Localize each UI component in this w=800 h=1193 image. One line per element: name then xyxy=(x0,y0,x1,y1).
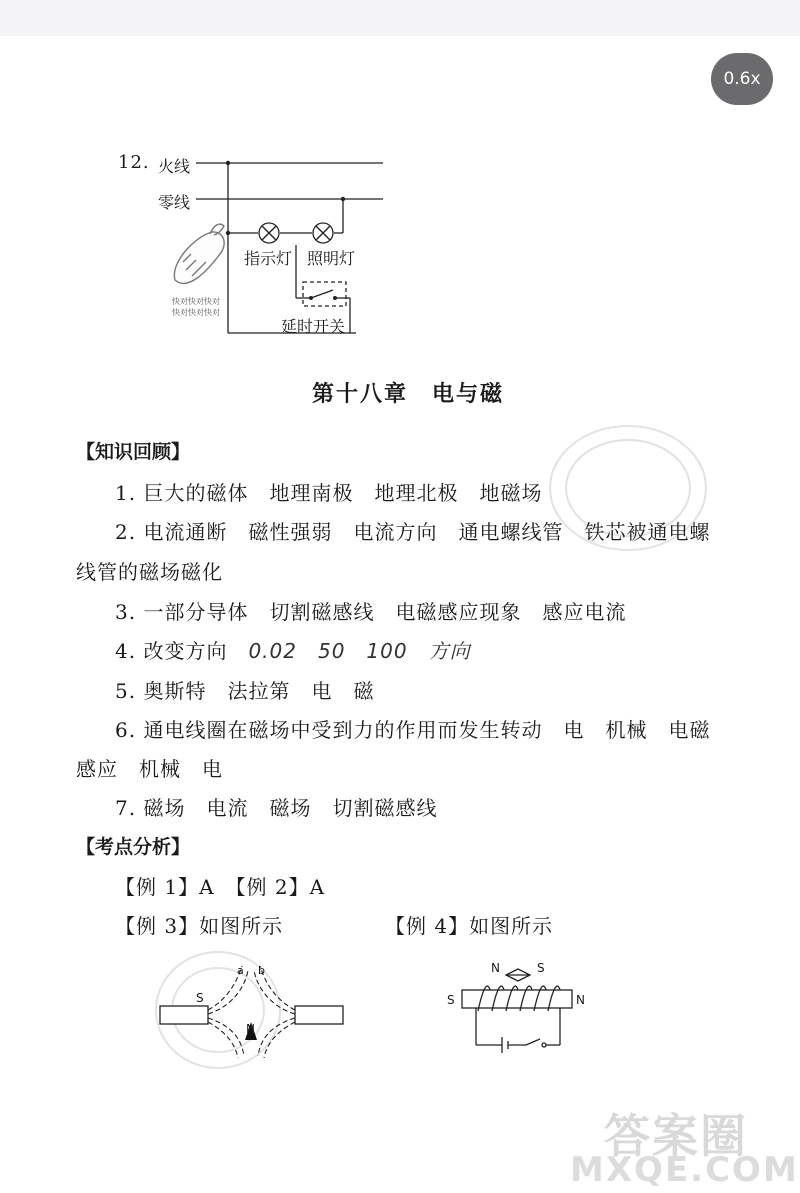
watermark-site: MXQE.COM xyxy=(570,1150,799,1190)
fig4-label-n-right: N xyxy=(576,993,585,1007)
example-4-label: 【例 4】如图所示 xyxy=(385,914,554,938)
review-item-7: 7. 磁场 电流 磁场 切割磁感线 xyxy=(115,796,438,820)
fig4-label-s-left: S xyxy=(447,993,455,1007)
field-line xyxy=(264,1022,295,1058)
lighting-lamp-label: 照明灯 xyxy=(307,249,356,268)
switch-lever xyxy=(526,1039,540,1045)
review-item-2: 2. 电流通断 磁性强弱 电流方向 通电螺线管 铁芯被通电螺 xyxy=(115,520,711,544)
review-item-2-cont: 线管的磁场磁化 xyxy=(76,560,223,584)
right-magnet xyxy=(295,1006,343,1024)
knowledge-review-heading: 【知识回顾】 xyxy=(76,441,191,463)
field-line xyxy=(208,1018,244,1056)
fig4-label-n-top: N xyxy=(491,961,500,975)
badge-caption: 快对快对快对 xyxy=(172,308,220,317)
fig4-label-s-top: S xyxy=(537,961,545,975)
review-item-1: 1. 巨大的磁体 地理南极 地理北极 地磁场 xyxy=(115,481,543,505)
example-4-figure xyxy=(440,955,600,1060)
badge-caption: 快对快对快对 xyxy=(172,297,220,306)
question-number: 12. xyxy=(118,152,150,173)
key-points-heading: 【考点分析】 xyxy=(76,836,191,858)
neutral-wire-label: 零线 xyxy=(158,193,191,212)
review-item-6-cont: 感应 机械 电 xyxy=(76,757,223,781)
live-wire-label: 火线 xyxy=(158,157,191,176)
examples-1-2: 【例 1】A 【例 2】A xyxy=(115,875,326,899)
fig3-label-b: b xyxy=(258,964,265,977)
fig3-label-s: S xyxy=(196,991,204,1005)
watermark-brand: 答案圈 xyxy=(604,1109,748,1163)
review-item-4-text: 4. 改变方向 xyxy=(115,639,249,663)
left-magnet xyxy=(160,1006,208,1024)
handwritten-answer: 0.02 50 100 方向 xyxy=(248,639,471,663)
review-item-5: 5. 奥斯特 法拉第 电 磁 xyxy=(115,679,375,703)
example-3-label: 【例 3】如图所示 xyxy=(115,914,284,938)
review-item-6: 6. 通电线圈在磁场中受到力的作用而发生转动 电 机械 电磁 xyxy=(115,718,711,742)
delay-switch-label: 延时开关 xyxy=(281,317,346,336)
chapter-title: 第十八章 电与磁 xyxy=(312,382,505,407)
field-line xyxy=(208,1022,238,1058)
solenoid-core xyxy=(462,990,572,1008)
fig3-label-n: N xyxy=(246,1022,255,1036)
review-item-4 xyxy=(115,635,471,664)
fig3-label-a: a xyxy=(237,964,244,977)
field-line xyxy=(260,966,295,1010)
review-item-3: 3. 一部分导体 切割磁感线 电磁感应现象 感应电流 xyxy=(115,600,627,624)
field-line xyxy=(258,1018,295,1056)
indicator-lamp-label: 指示灯 xyxy=(244,249,293,268)
playback-speed-button[interactable]: 0.6x xyxy=(711,53,773,105)
